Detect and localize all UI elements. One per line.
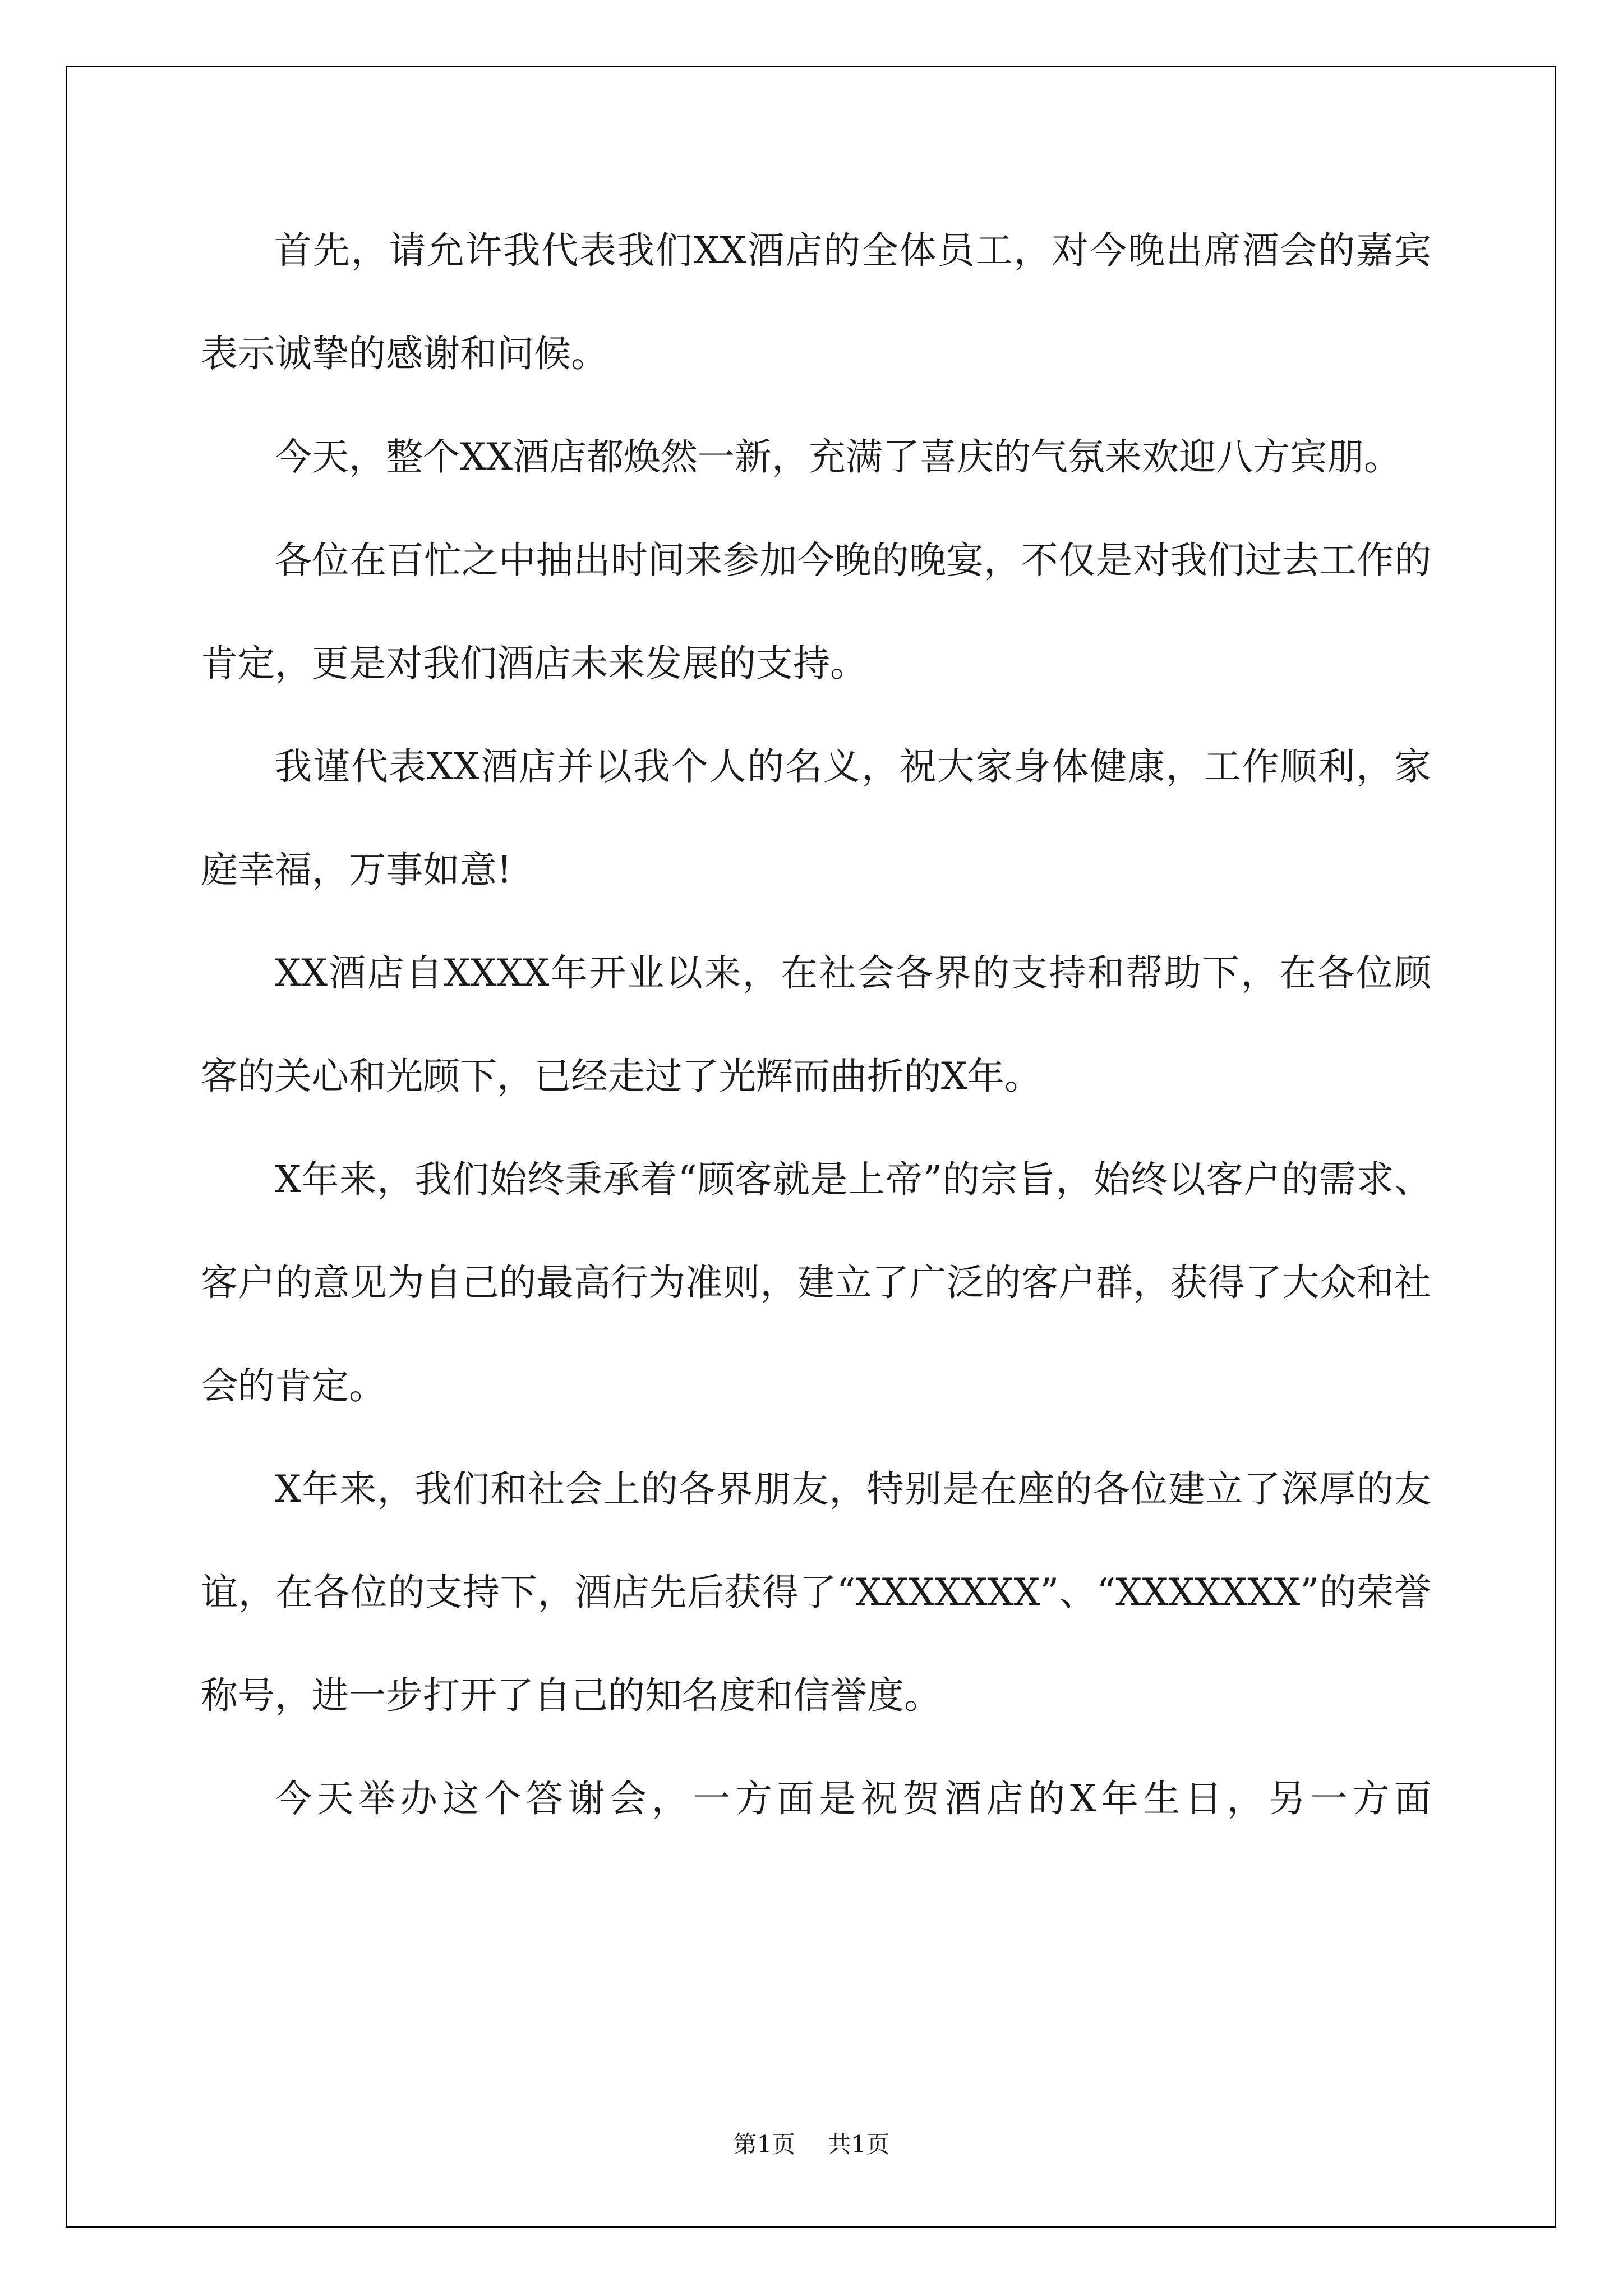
paragraph: 今天举办这个答谢会，一方面是祝贺酒店的X年生日，另一方面 [275,1777,1431,1820]
page-number-total: 共1页 [827,2131,890,2158]
paragraph: X年来，我们始终秉承着“顾客就是上帝”的宗旨，始终以客户的需求、客户的意见为自己的最高行为准则，建立了广泛的客户群，获得了大众和社会的肯定。 [201,1158,1431,1407]
page-footer [0,2126,1623,2160]
page-number-current: 第1页 [733,2131,796,2158]
paragraph: X年来，我们和社会上的各界朋友，特别是在座的各位建立了深厚的友谊，在各位的支持下，酒店先后获得了“XXXXXXX”、“XXXXXXX”的荣誉称号，进一步打开了自己的知名度和信誉度。 [201,1467,1431,1717]
paragraph: 首先，请允许我代表我们XX酒店的全体员工，对今晚出席酒会的嘉宾表示诚挚的感谢和问候。 [201,229,1431,375]
paragraph: XX酒店自XXXX年开业以来，在社会各界的支持和帮助下，在各位顾客的关心和光顾下，已经走过了光辉而曲折的X年。 [201,951,1431,1098]
paragraph: 各位在百忙之中抽出时间来参加今晚的晚宴，不仅是对我们过去工作的肯定，更是对我们酒店未来发展的支持。 [201,539,1431,685]
paragraph: 我谨代表XX酒店并以我个人的名义，祝大家身体健康，工作顺利，家庭幸福，万事如意! [201,745,1431,891]
document-body [201,199,1431,1851]
paragraph: 今天，整个XX酒店都焕然一新，充满了喜庆的气氛来欢迎八方宾朋。 [275,435,1401,478]
